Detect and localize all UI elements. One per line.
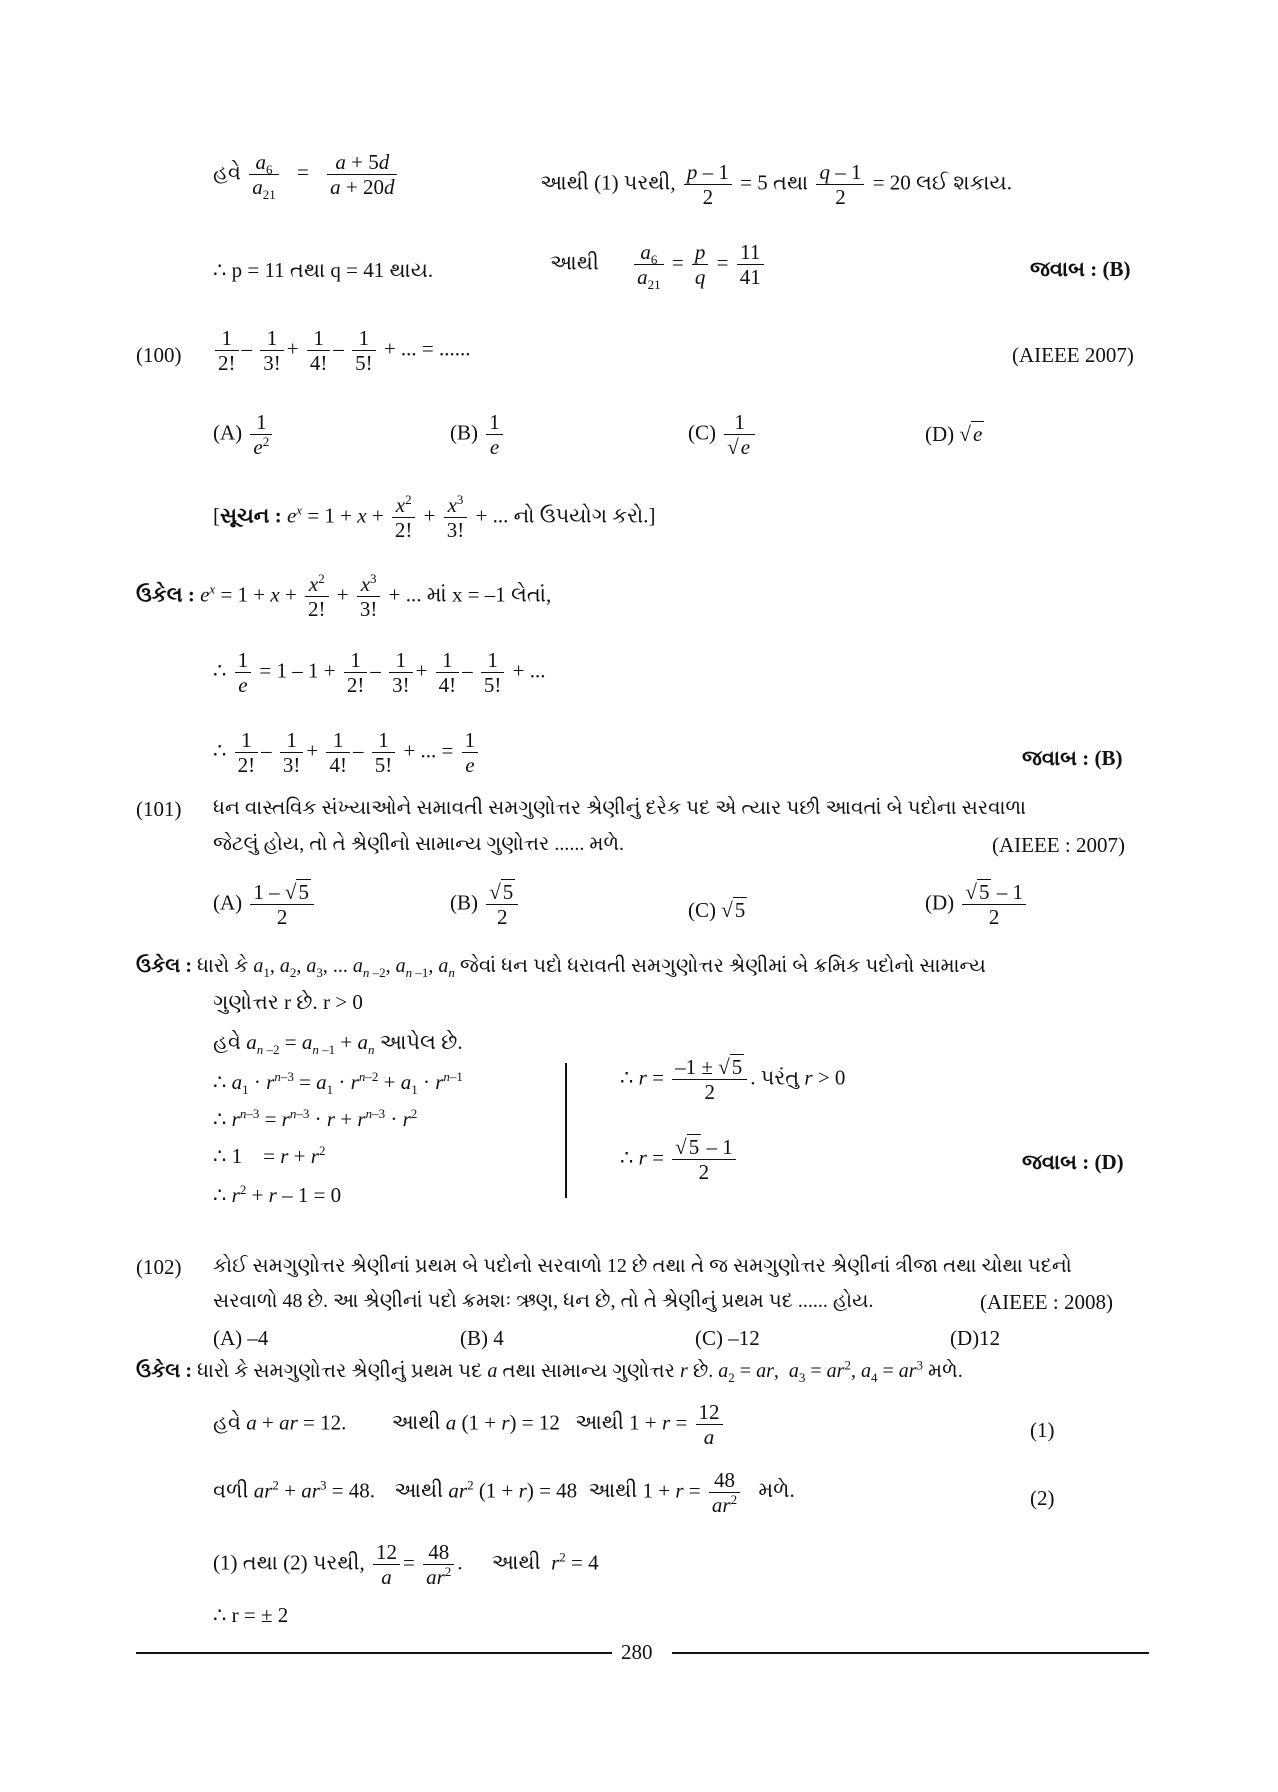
q100-solution-line2: ∴ $\frac{1}{e}$ = 1 – 1 + $\frac{1}{2!}$ – $\frac{1}{3!}$ + $\frac{1}{4!}$ – $\frac{1}{5!}$ + ...: [213, 648, 546, 697]
q101-step3: ∴ 1 = $r + r^2$: [213, 1143, 326, 1168]
q100-series: $\frac{1}{2!}$ – $\frac{1}{3!}$ + $\frac{1}{4!}$ – $\frac{1}{5!}$ + ... = ......: [212, 326, 471, 375]
q102-eq3: (1) તથા (2) પરથી, $\frac{12}{a}$ = $\frac{48}{ar^2}$ . આથી $r^2 = 4$: [213, 1540, 599, 1589]
q100-number: (100): [136, 343, 182, 367]
q101-step4: ∴ $r^2 + r - 1 = 0$: [213, 1182, 342, 1207]
q102-solution-line1: ઉકેલ : ધારો કે સમગુણોત્તર શ્રેણીનું પ્રથમ પદ a તથા સામાન્ય ગુણોત્તર r છે. $a_2$ = ar, $a_3 = ar^2$, $a_4 = ar^3$ મળે.: [136, 1357, 963, 1385]
q102-option-c: (C) –12: [695, 1326, 760, 1350]
have-label: હવે: [213, 160, 242, 185]
q100-hint: [સૂચન : $e^x = 1 + x$ + $\frac{x^2}{2!}$ + $\frac{x^3}{3!}$ + ... નો ઉપયોગ કરો.]: [213, 492, 656, 542]
q101-line1: ધન વાસ્તવિક સંખ્યાઓને સમાવતી સમગુણોત્તર શ્રેણીનું દરેક પદ એ ત્યાર પછી આવતાં બે પદોના સરવાળા: [213, 797, 1026, 819]
q101-right-step2: ∴ r = $\frac{√5 - 1}{2}$: [620, 1135, 739, 1184]
a5d-over-a20d: $\frac{a + 5d}{a + 20d}$: [327, 150, 397, 199]
q101-option-d: (D) $\frac{√5 - 1}{2}$: [925, 880, 1029, 929]
hint-label: સૂચન :: [220, 503, 282, 528]
q102-eq1: હવે a + ar = 12. આથી a (1 + r) = 12 આથી 1 + r = $\frac{12}{a}$: [213, 1400, 726, 1449]
pq-line: ∴ p = 11 તથા q = 41 થાય.: [213, 258, 434, 282]
q100-option-c: (C) $\frac{1}{√e}$: [688, 410, 758, 459]
q101-given: હવે $a_{n -2} = a_{n -1} + a_n$ આપેલ છે.: [213, 1030, 463, 1058]
q102-number: (102): [136, 1255, 182, 1279]
q101-solution-line2: ગુણોત્તર r છે. r > 0: [213, 990, 363, 1014]
q101-solution-line1: ઉકેલ : ધારો કે $a_1$, $a_2$, $a_3$, ... $a_{n -2}$, $a_{n -1}$, $a_n$ જેવાં ધન પદો ધરાવતી સમગુણોત્તર શ્રેણીમાં બે ક્રમિક પદોનો સામાન્ય: [136, 955, 986, 980]
q102-source: (AIEEE : 2008): [980, 1290, 1113, 1314]
q102-option-d: (D)12: [950, 1326, 1001, 1350]
q102-option-a: (A) –4: [213, 1326, 269, 1350]
top-line-1: હવે $\frac{a_6}{a_{21}}$ = $\frac{a + 5d}{a + 20d}$: [213, 150, 400, 199]
q101-divider: [565, 1063, 567, 1198]
q101-number: (101): [136, 797, 182, 821]
q100-solution-line1: ઉકેલ : $e^x = 1 + x$ + $\frac{x^2}{2!}$ + $\frac{x^3}{3!}$ + ... માં x = –1 લેતાં,: [136, 571, 552, 621]
q102-eq2: વળી $ar^2 + ar^3 = 48$. આથી $ar^2$ (1 + r) = 48 આથી 1 + r = $\frac{48}{ar^2}$ મળે.: [213, 1468, 795, 1517]
a6-over-a21: $\frac{a_6}{a_{21}}$: [249, 150, 279, 199]
q102-line2: સરવાળો 48 છે. આ શ્રેણીનાં પદો ક્રમશઃ ઋણ, ધન છે, તો તે શ્રેણીનું પ્રથમ પદ ...... હોય.: [213, 1290, 874, 1312]
aathi-label: આથી (1) પરથી,: [540, 170, 676, 195]
q101-option-a: (A) $\frac{1 - √5}{2}$: [213, 880, 317, 929]
q102-line1: કોઈ સમગુણોત્તર શ્રેણીનાં પ્રથમ બે પદોનો સરવાળો 12 છે તથા તે જ સમગુણોત્તર શ્રેણીનાં ત્રીજા તથા ચોથા પદનો: [213, 1255, 1072, 1277]
footer-rule-right: [672, 1652, 1149, 1654]
q100-option-b: (B) $\frac{1}{e}$: [450, 410, 506, 459]
q100-option-d: (D) √e: [925, 422, 983, 446]
q100-source: (AIEEE 2007): [1012, 343, 1134, 367]
q101-step2: ∴ $r^{n-3} = r^{n-3} \cdot r + r^{n-3} \cdot r^2$: [213, 1106, 418, 1131]
footer-rule-left: [136, 1652, 612, 1654]
solution-label: ઉકેલ :: [136, 582, 195, 607]
q101-option-b: (B) $\frac{√5}{2}$: [450, 880, 521, 929]
q102-eq2-ref: (2): [1030, 1486, 1055, 1510]
q102-option-b: (B) 4: [460, 1326, 504, 1350]
q101-option-c: (C) √5: [688, 898, 746, 922]
top-line-1-right: આથી (1) પરથી, $\frac{p - 1}{2}$ = 5 તથા $\frac{q - 1}{2}$ = 20 લઈ શકાય.: [540, 160, 1012, 209]
q101-step1: ∴ $a_1 \cdot r^{n-3} = a_1 \cdot r^{n-2} + a_1 \cdot r^{n-1}$: [213, 1069, 463, 1098]
q101-source: (AIEEE : 2007): [992, 833, 1125, 857]
answer-q100: જવાબ : (B): [1022, 746, 1123, 770]
answer-q101: જવાબ : (D): [1022, 1150, 1124, 1174]
page-number: 280: [621, 1640, 653, 1664]
q102-eq1-ref: (1): [1030, 1418, 1055, 1442]
ratio-line: આથી $\frac{a_6}{a_{21}}$ = $\frac{p}{q}$ = $\frac{11}{41}$: [550, 240, 767, 289]
q101-right-step1: ∴ r = $\frac{-1 \pm √5}{2}$ . પરંતુ r > 0: [620, 1055, 846, 1104]
q101-line2: જેટલું હોય, તો તે શ્રેણીનો સામાન્ય ગુણોત્તર ...... મળે.: [213, 833, 625, 855]
answer-top: જવાબ : (B): [1030, 257, 1131, 281]
q102-final: ∴ r = ± 2: [213, 1603, 289, 1627]
q100-solution-line3: ∴ $\frac{1}{2!}$ – $\frac{1}{3!}$ + $\frac{1}{4!}$ – $\frac{1}{5!}$ + ... = $\frac{1}{e}$: [213, 728, 481, 777]
q100-option-a: (A) $\frac{1}{e^2}$: [213, 410, 275, 459]
